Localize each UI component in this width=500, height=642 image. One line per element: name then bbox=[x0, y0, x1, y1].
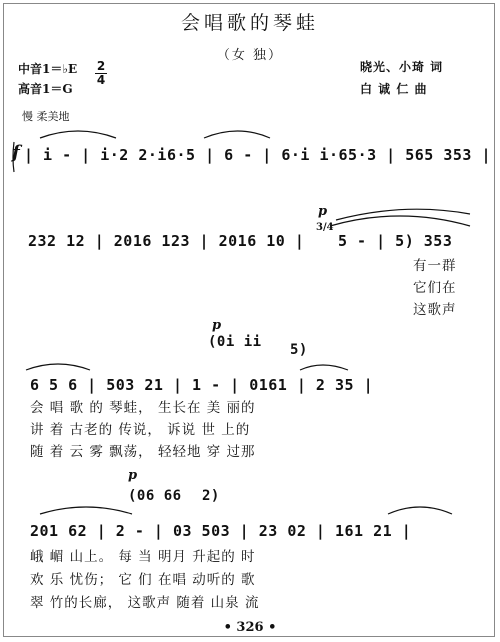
system2-lyric-line-1: 有一群 bbox=[413, 258, 457, 274]
composer-credit: 白 诚 仁 曲 bbox=[360, 82, 428, 96]
system2-meter: 3/4 bbox=[316, 222, 334, 233]
performance-type: （女 独） bbox=[216, 48, 284, 63]
key-signature-high: 高音1＝G bbox=[18, 82, 73, 96]
system2-notes-right: 5 - | 5) 353 bbox=[338, 232, 453, 250]
system4-lyric-line-2: 欢 乐 忧伤； 它 们 在唱 动听的 歌 bbox=[30, 572, 256, 588]
system2-slur-2 bbox=[336, 209, 470, 220]
system4-slur-1 bbox=[40, 507, 132, 514]
system3-dynamic: p bbox=[212, 318, 222, 333]
system3-lyric-line-2: 讲 着 古老的 传说， 诉说 世 上的 bbox=[30, 422, 251, 438]
system1-dynamic-f: f bbox=[12, 142, 20, 163]
system4-dynamic: p bbox=[128, 468, 138, 483]
system4-notes: 201 62 | 2 - | 03 503 | 23 02 | 161 21 | bbox=[30, 522, 412, 540]
key-signature-alto: 中音1＝♭E bbox=[18, 62, 78, 76]
system3-slur-2 bbox=[300, 365, 348, 370]
system2-slur-1 bbox=[330, 216, 470, 226]
system3-slur-1 bbox=[26, 364, 90, 370]
system2-lyric-line-3: 这歌声 bbox=[413, 302, 457, 318]
tempo-marking: 慢 柔美地 bbox=[22, 110, 70, 123]
system1-notes: | i - | i·2 2·i6·5 | 6 - | 6·i i·65·3 | 565 353 | bbox=[24, 146, 492, 164]
system4-insert: (06 66 bbox=[128, 488, 182, 504]
system4-slur-2 bbox=[388, 507, 452, 514]
system1-slur-2 bbox=[204, 131, 270, 138]
page-number: • 326 • bbox=[223, 620, 277, 635]
system3-lyric-line-3: 随 着 云 雾 飘荡， 轻轻地 穿 过那 bbox=[30, 444, 256, 460]
system2-notes: 232 12 | 2016 123 | 2016 10 | bbox=[28, 232, 305, 250]
system2-lyric-line-2: 它们在 bbox=[413, 280, 457, 296]
time-signature-bottom: 4 bbox=[96, 73, 106, 87]
system4-insert-right: 2) bbox=[202, 488, 220, 504]
system3-lyric-line-1: 会 唱 歌 的 琴蛙， 生长在 美 丽的 bbox=[30, 400, 256, 416]
system1-brace bbox=[13, 142, 14, 172]
system4-lyric-line-3: 翠 竹的长廊， 这歌声 随着 山泉 流 bbox=[30, 595, 260, 611]
lyricist-credit: 晓光、小琦 词 bbox=[360, 60, 444, 74]
system3-insert: (0i ii bbox=[208, 334, 262, 350]
song-title: 会唱歌的琴蛙 bbox=[180, 12, 319, 34]
system3-insert-right: 5) bbox=[290, 342, 308, 358]
system2-dynamic: p bbox=[318, 204, 328, 219]
system1-slur-1 bbox=[40, 131, 116, 138]
system4-lyric-line-1: 峨 嵋 山上。 每 当 明月 升起的 时 bbox=[30, 549, 256, 565]
system3-notes: 6 5 6 | 503 21 | 1 - | 0161 | 2 35 | bbox=[30, 376, 374, 394]
time-signature-top: 2 bbox=[96, 59, 106, 73]
